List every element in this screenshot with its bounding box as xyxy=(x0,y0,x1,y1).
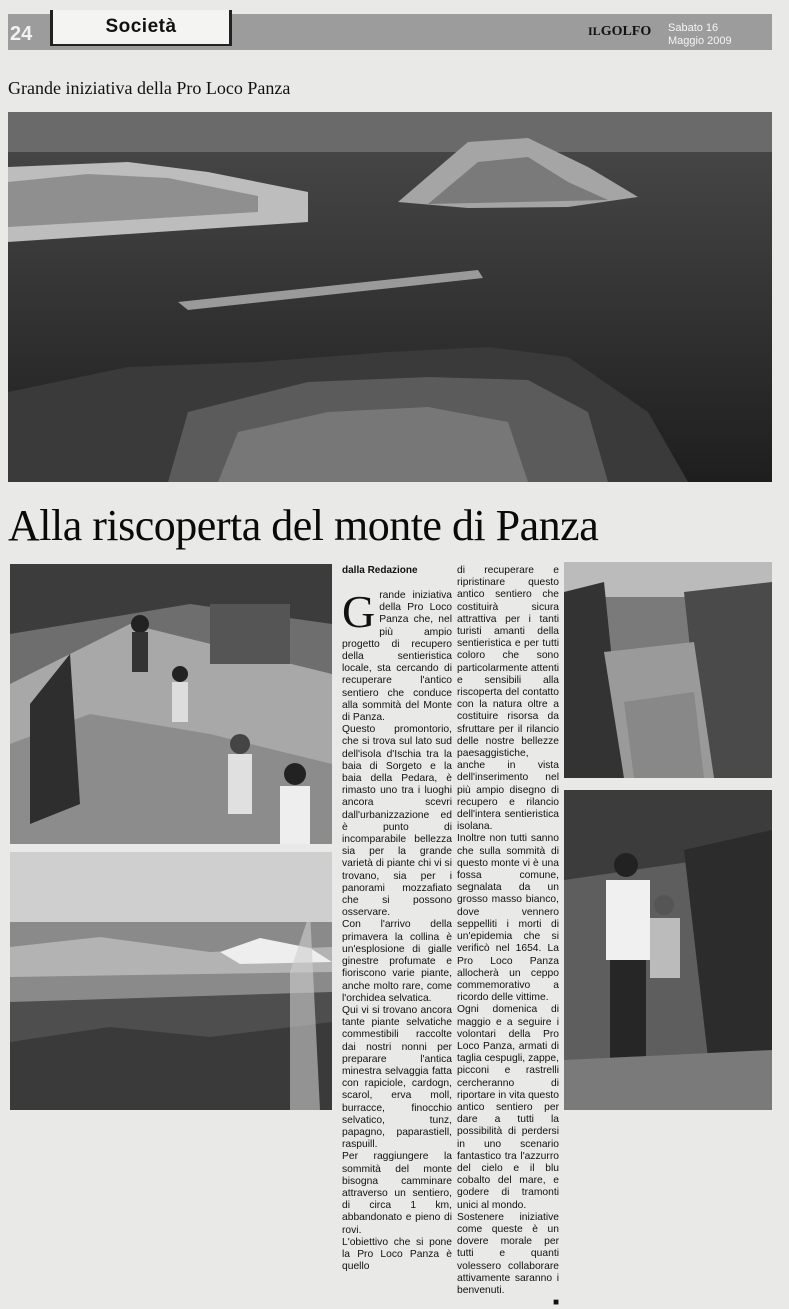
issue-date xyxy=(668,22,768,48)
bay-panorama-image xyxy=(8,112,772,482)
byline: dalla Redazione xyxy=(342,565,418,576)
paragraph-3: Con l'arrivo della primavera la collina è un'esplosione di gialle ginestre profumate e fioriscono varie piante, anche molto rare, come l'orchidea selvatica. xyxy=(342,919,452,1004)
article-column-2 xyxy=(457,565,559,1309)
article-column-1 xyxy=(342,565,452,1273)
photo-volunteers-clearing xyxy=(10,564,332,844)
trail-image xyxy=(564,562,772,778)
coastal-view-image xyxy=(10,852,332,1110)
photo-volunteers-portrait xyxy=(564,790,772,1110)
paragraph-2: Questo promontorio, che si trova sul lato sud dell'isola d'Ischia tra la baia di Sorgeto e la baia della Pedara, è rimasto uno tra i luoghi ancora scevri dall'urbanizzazione ed è punto di incomparabile bellezza sia per la grande varietà di piante chi vi si trovano, sia per i panorami mozzafiato che si possono osservare. xyxy=(342,724,452,919)
paragraph-7: di recuperare e ripristinare questo antico sentiero che costituirà sicura attrattiva per i tanti turisti amanti della sentieristica e per tutti coloro che sono particolarmente attenti e sensibili alla riscoperta del contatto con la natura oltre a costituire risorsa da sfruttare per il rilancio delle nostre bellezze paesaggistiche, anche in vista dell'inserimento nel più ampio disegno di recupero e rilancio dell'intera sentieristica isolana. xyxy=(457,565,559,833)
volunteers-portrait-image xyxy=(564,790,772,1110)
photo-bay-panorama xyxy=(8,112,772,482)
masthead-name: GOLFO xyxy=(600,24,652,39)
date-month-year: Maggio 2009 xyxy=(668,35,732,47)
paragraph-1-text: rande iniziativa della Pro Loco Panza che, nel più ampio progetto di recupero della sentieristica locale, sta cercando di recuperare l'antico sentiero che conduce alla sommità del Monte di Panza. xyxy=(342,590,452,724)
photo-trail xyxy=(564,562,772,778)
kicker: Grande iniziativa della Pro Loco Panza xyxy=(8,78,291,98)
volunteers-clearing-image xyxy=(10,564,332,844)
date-weekday: Sabato 16 xyxy=(668,22,719,34)
paragraph-1 xyxy=(342,586,452,724)
section-label: Società xyxy=(105,16,177,37)
paragraph-8: Inoltre non tutti sanno che sulla sommità di questo monte vi è una fossa comune, segnalata da un grosso masso bianco, dove vennero seppelliti i morti di un'epidemia che si verificò nel 1654. La Pro Loco Panza allocherà un ceppo commemorativo a ricordo delle vittime. xyxy=(457,833,559,1004)
paragraph-6: L'obiettivo che si pone la Pro Loco Panza è quello xyxy=(342,1236,452,1273)
photo-coastal-view xyxy=(10,852,332,1110)
paragraph-4: Qui vi si trovano ancora tante piante selvatiche commestibili raccolte dai nostri nonni per preparare l'antica minestra selvaggia fatta con rapiciole, cardogn, scarol, erva moll, burracce, finocchio selvatico, tunz, papagno, paparastiell, raspuill. xyxy=(342,1004,452,1151)
paragraph-9: Ogni domenica di maggio e a seguire i volontari della Pro Loco Panza, armati di taglia cespugli, zappe, picconi e rastrelli cercheranno di riportare in vita questo antico sentiero per dare a tutti la possibilità di perdersi in uno scenario fantastico tra l'azzurro del cielo e il blu cobalto del mare, e godere di tramonti unici al mondo. xyxy=(457,1004,559,1211)
masthead-logo xyxy=(588,24,654,46)
paragraph-10: Sostenere iniziative come queste è un dovere morale per tutti e quanti volessero collaborare attivamente saranno i benvenuti. xyxy=(457,1211,559,1296)
section-tab xyxy=(50,10,232,46)
page-number: 24 xyxy=(10,23,33,45)
headline: Alla riscoperta del monte di Panza xyxy=(8,501,599,550)
masthead-prefix: IL xyxy=(588,24,601,38)
end-mark: ■ xyxy=(552,1297,559,1309)
dropcap: G xyxy=(342,586,376,637)
paragraph-5: Per raggiungere la sommità del monte bisogna camminare attraverso un sentiero, di circa 1 km, abbandonato e pieno di rovi. xyxy=(342,1151,452,1236)
